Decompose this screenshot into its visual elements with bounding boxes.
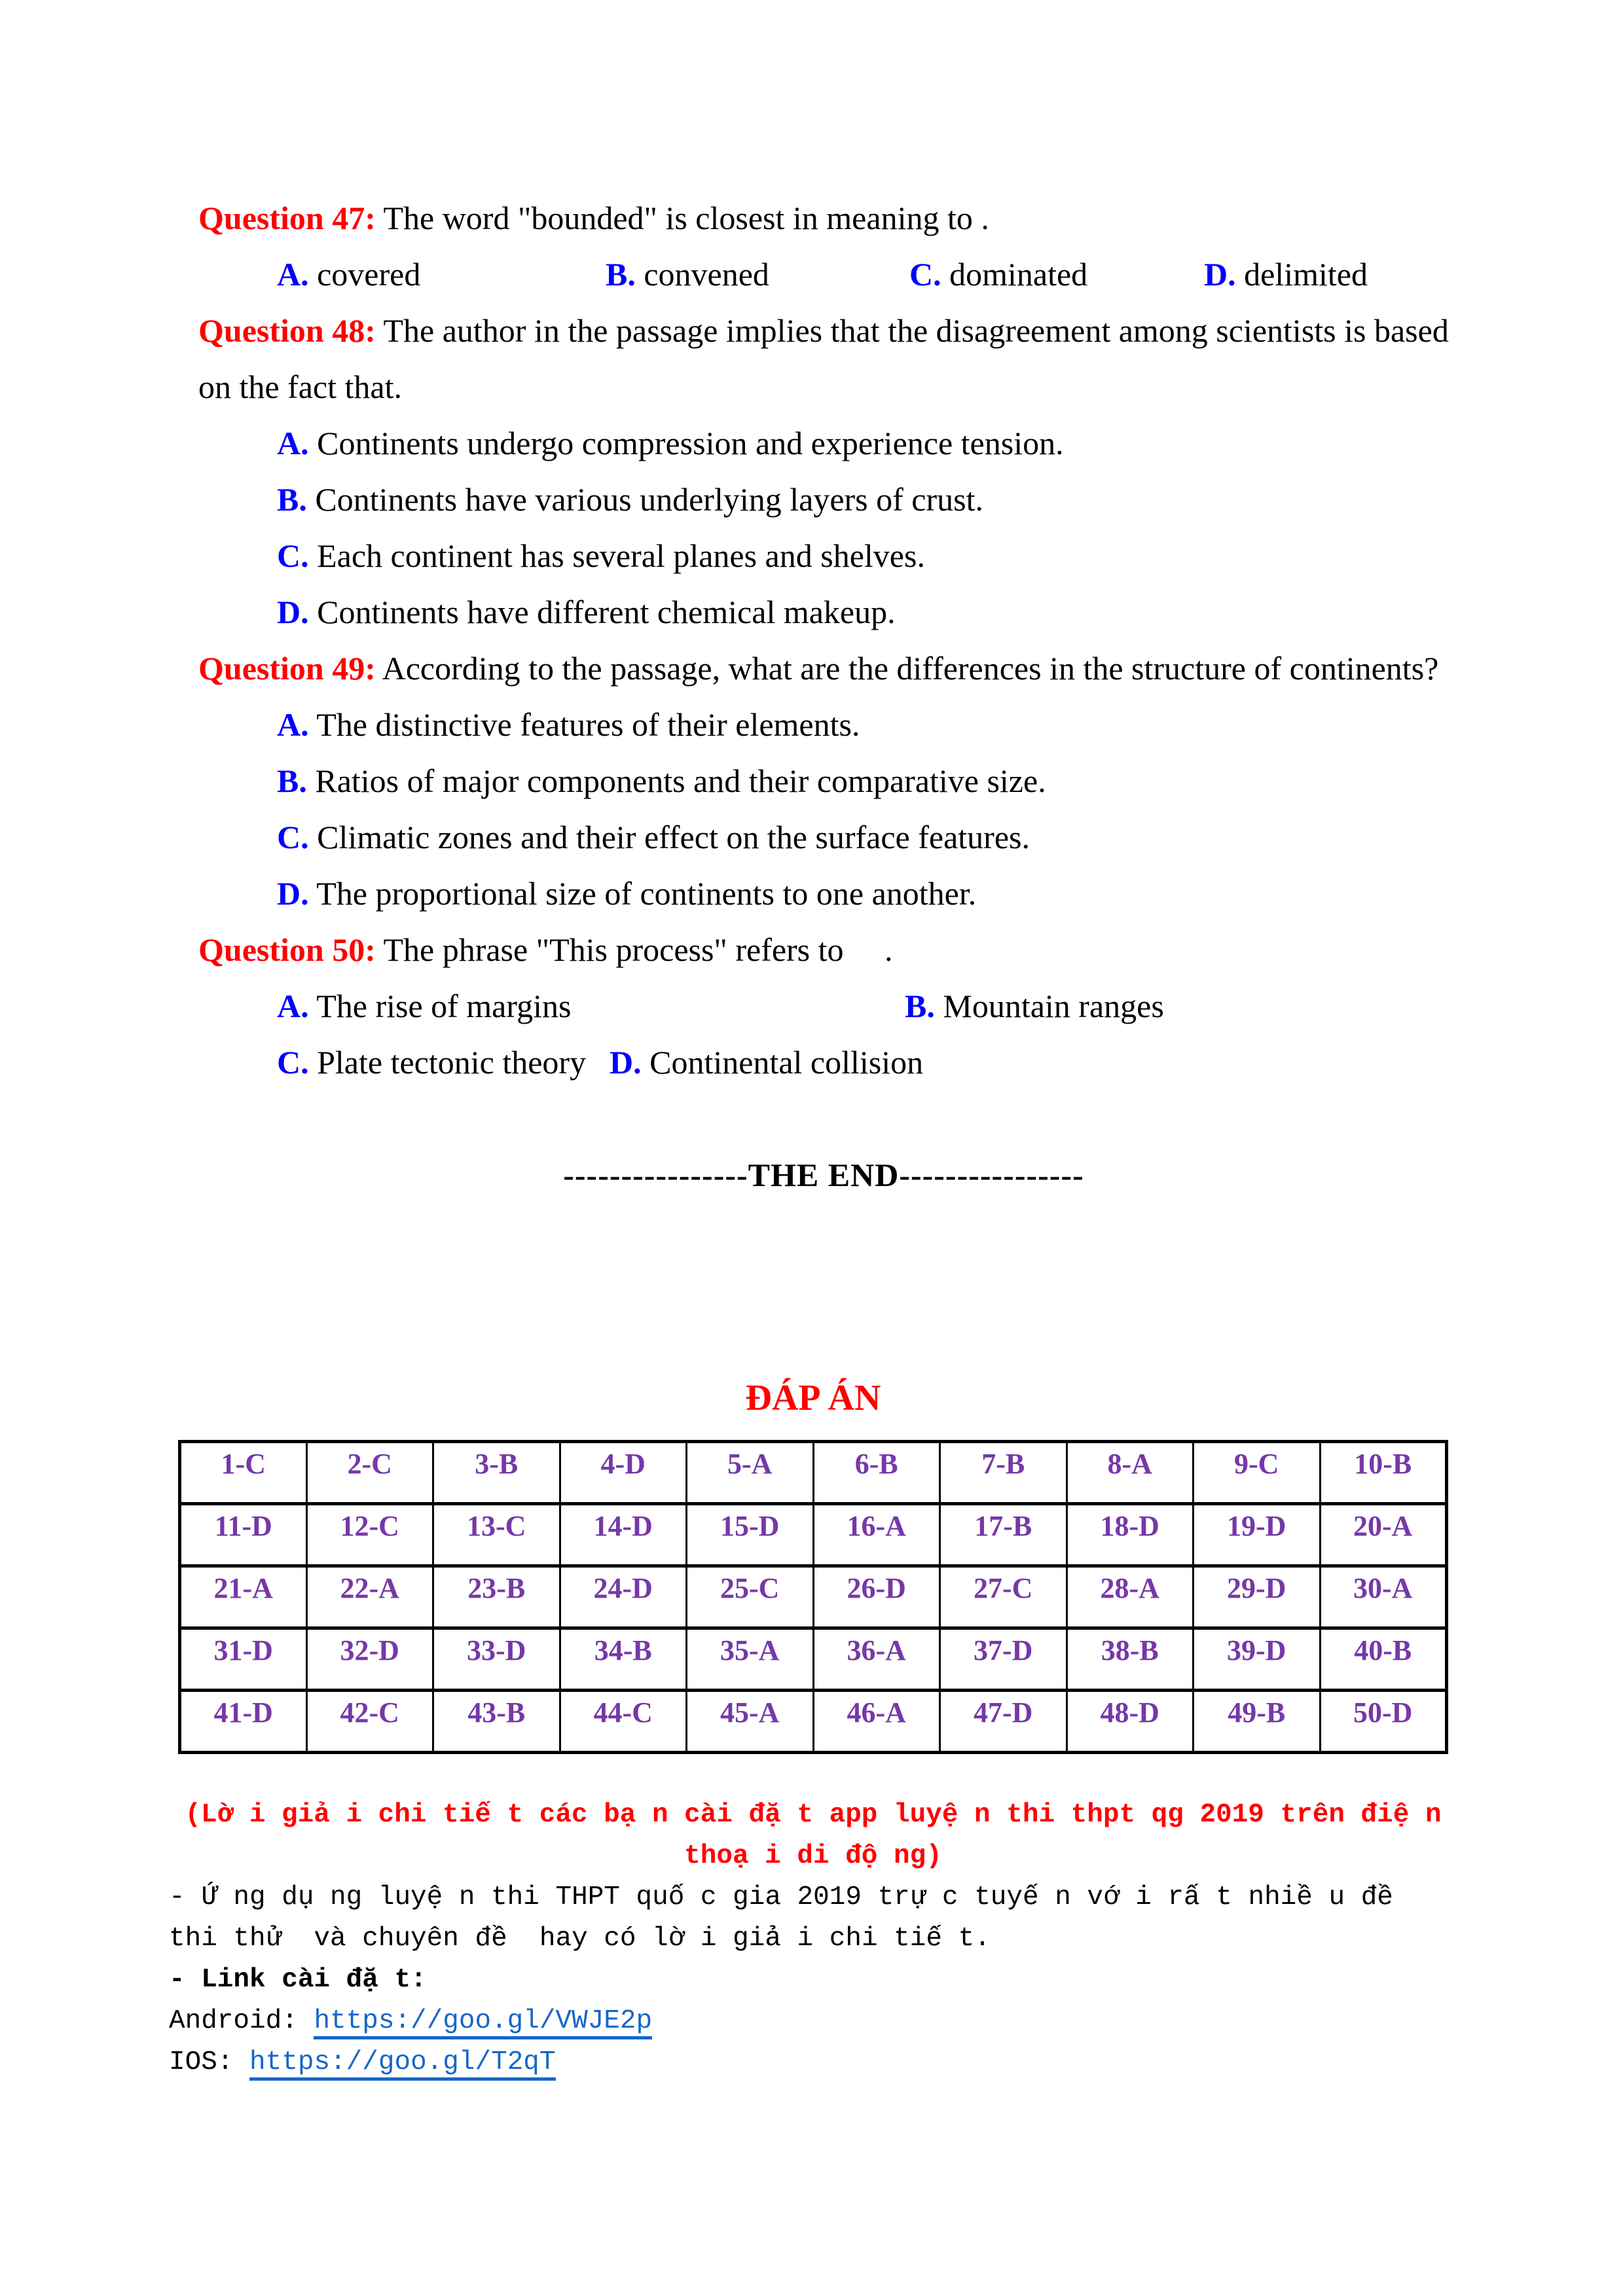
ios-label: IOS: — [169, 2047, 250, 2077]
answer-key-cell: 2-C — [306, 1442, 433, 1504]
answer-key-cell: 17-B — [940, 1504, 1067, 1566]
options-line — [198, 978, 1482, 1034]
option-text: The proportional size of continents to one another. — [308, 875, 977, 912]
question-text: The word "bounded" is closest in meaning to . — [375, 200, 989, 236]
answer-key-cell: 3-B — [433, 1442, 560, 1504]
answer-option — [277, 809, 1030, 865]
answer-key-cell: 28-A — [1067, 1566, 1194, 1628]
answer-key-title: ĐÁP ÁN — [745, 1378, 881, 1418]
options-line — [198, 471, 1482, 528]
answer-key-row — [180, 1566, 1447, 1628]
answer-option — [909, 246, 1087, 302]
ios-link-line — [169, 2042, 1457, 2083]
ios-link[interactable]: https://goo.gl/T2qT — [249, 2047, 555, 2081]
option-text: Plate tectonic theory — [308, 1044, 587, 1081]
question-label: Question 50: — [198, 931, 376, 968]
question-text: The phrase "This process" refers to . — [375, 931, 893, 968]
answer-key-cell: 37-D — [940, 1628, 1067, 1691]
answer-key-cell: 11-D — [180, 1504, 307, 1566]
answer-key-cell: 9-C — [1194, 1442, 1321, 1504]
answer-key-cell: 1-C — [180, 1442, 307, 1504]
answer-key-cell: 24-D — [560, 1566, 687, 1628]
answer-key-cell: 29-D — [1194, 1566, 1321, 1628]
option-text: Continents have various underlying layers of crust. — [306, 481, 983, 518]
answer-key-row — [180, 1628, 1447, 1691]
answer-key-cell: 44-C — [560, 1691, 687, 1753]
answer-key-cell: 40-B — [1320, 1628, 1447, 1691]
footer-heading-line1: (Lờ i giả i chi tiế t các bạ n cài đặ t app luyệ n thi thpt qg 2019 trên điệ n — [185, 1800, 1442, 1830]
option-text: The rise of margins — [308, 988, 572, 1024]
android-link-line — [169, 2001, 1457, 2042]
answer-key-table — [178, 1440, 1448, 1754]
questions-section — [198, 190, 1482, 1090]
options-line — [198, 865, 1482, 922]
answer-option — [277, 246, 420, 302]
option-letter: B. — [277, 481, 307, 518]
question-label: Question 48: — [198, 312, 376, 349]
answer-key-cell: 8-A — [1067, 1442, 1194, 1504]
answer-key-cell: 41-D — [180, 1691, 307, 1753]
answer-key-cell: 14-D — [560, 1504, 687, 1566]
answer-key-cell: 15-D — [687, 1504, 814, 1566]
option-text: Ratios of major components and their comparative size. — [306, 762, 1046, 799]
question-line — [198, 922, 1482, 978]
options-line — [198, 246, 1482, 302]
question-text: The author in the passage implies that the disagreement among scientists is based — [375, 312, 1449, 349]
option-letter: A. — [277, 256, 309, 293]
option-letter: A. — [277, 988, 309, 1024]
answer-option — [277, 753, 1046, 809]
answer-key-cell: 13-C — [433, 1504, 560, 1566]
answer-key-cell: 46-A — [813, 1691, 940, 1753]
option-letter: A. — [277, 425, 309, 461]
option-letter: B. — [905, 988, 935, 1024]
option-text: delimited — [1235, 256, 1368, 293]
answer-option — [277, 1034, 586, 1090]
answer-key-row — [180, 1691, 1447, 1753]
option-letter: C. — [277, 819, 309, 855]
answer-option — [277, 978, 571, 1034]
question-text-continuation — [198, 359, 1482, 415]
answer-key-cell: 7-B — [940, 1442, 1067, 1504]
answer-option — [1204, 246, 1368, 302]
answer-option — [277, 865, 976, 922]
answer-key-cell: 45-A — [687, 1691, 814, 1753]
option-letter: C. — [909, 256, 941, 293]
option-letter: D. — [277, 875, 309, 912]
options-line — [198, 528, 1482, 584]
answer-option — [277, 584, 896, 640]
option-letter: D. — [610, 1044, 642, 1081]
option-text: convened — [635, 256, 769, 293]
options-line — [198, 809, 1482, 865]
install-links-title: - Link cài đặ t: — [169, 1965, 427, 1995]
options-line — [198, 753, 1482, 809]
answer-key-cell: 22-A — [306, 1566, 433, 1628]
answer-key-cell: 31-D — [180, 1628, 307, 1691]
option-text: Mountain ranges — [934, 988, 1164, 1024]
answer-key-cell: 42-C — [306, 1691, 433, 1753]
answer-key-cell: 18-D — [1067, 1504, 1194, 1566]
options-line — [198, 584, 1482, 640]
answer-option — [277, 696, 860, 753]
answer-key-cell: 26-D — [813, 1566, 940, 1628]
footer-heading-line2: thoạ i di độ ng) — [684, 1841, 942, 1871]
answer-key-cell: 32-D — [306, 1628, 433, 1691]
answer-option — [277, 528, 925, 584]
option-text: covered — [308, 256, 421, 293]
option-letter: B. — [606, 256, 636, 293]
footer-section — [169, 1795, 1457, 2083]
options-line — [198, 415, 1482, 471]
answer-key-cell: 19-D — [1194, 1504, 1321, 1566]
question-line — [198, 190, 1482, 246]
option-text: Climatic zones and their effect on the surface features. — [308, 819, 1030, 855]
footer-paragraph-line2: thi thử và chuyên đề hay có lờ i giả i chi tiế t. — [169, 1924, 991, 1954]
answer-key-cell: 21-A — [180, 1566, 307, 1628]
android-label: Android: — [169, 2006, 314, 2036]
question-label: Question 49: — [198, 650, 376, 687]
answer-key-cell: 36-A — [813, 1628, 940, 1691]
answer-key-cell: 20-A — [1320, 1504, 1447, 1566]
option-text: Continental collision — [641, 1044, 924, 1081]
answer-key-cell: 16-A — [813, 1504, 940, 1566]
answer-key-cell: 35-A — [687, 1628, 814, 1691]
answer-key-cell: 10-B — [1320, 1442, 1447, 1504]
option-letter: D. — [277, 594, 309, 630]
answer-key-cell: 30-A — [1320, 1566, 1447, 1628]
answer-option — [277, 471, 983, 528]
answer-key-cell: 5-A — [687, 1442, 814, 1504]
option-letter: C. — [277, 537, 309, 574]
option-letter: C. — [277, 1044, 309, 1081]
option-letter: D. — [1204, 256, 1236, 293]
answer-key-row — [180, 1442, 1447, 1504]
option-text: Each continent has several planes and shelves. — [308, 537, 925, 574]
question-line — [198, 302, 1482, 359]
answer-key-cell: 39-D — [1194, 1628, 1321, 1691]
answer-key-cell: 49-B — [1194, 1691, 1321, 1753]
question-text: on the fact that. — [198, 368, 402, 405]
option-text: Continents have different chemical makeup. — [308, 594, 896, 630]
answer-key-cell: 48-D — [1067, 1691, 1194, 1753]
footer-paragraph-line1: - Ứ ng dụ ng luyệ n thi THPT quố c gia 2019 trự c tuyế n vớ i rấ t nhiề u đề — [169, 1882, 1393, 1912]
option-letter: B. — [277, 762, 307, 799]
answer-key-cell: 23-B — [433, 1566, 560, 1628]
options-line — [198, 696, 1482, 753]
answer-key-cell: 12-C — [306, 1504, 433, 1566]
answer-key-cell: 4-D — [560, 1442, 687, 1504]
answer-key-cell: 25-C — [687, 1566, 814, 1628]
answer-option — [905, 978, 1164, 1034]
android-link[interactable]: https://goo.gl/VWJE2p — [314, 2006, 652, 2039]
answer-key-cell: 43-B — [433, 1691, 560, 1753]
options-line — [198, 1034, 1482, 1090]
option-text: dominated — [941, 256, 1088, 293]
answer-key-cell: 50-D — [1320, 1691, 1447, 1753]
answer-option — [610, 1034, 923, 1090]
answer-key-cell: 33-D — [433, 1628, 560, 1691]
option-letter: A. — [277, 706, 309, 743]
answer-option — [277, 415, 1064, 471]
answer-key-cell: 38-B — [1067, 1628, 1194, 1691]
option-text: The distinctive features of their elements. — [308, 706, 860, 743]
question-line — [198, 640, 1482, 696]
answer-key-cell: 6-B — [813, 1442, 940, 1504]
answer-key-row — [180, 1504, 1447, 1566]
answer-key-cell: 47-D — [940, 1691, 1067, 1753]
question-text: According to the passage, what are the differences in the structure of continents? — [375, 650, 1439, 687]
question-label: Question 47: — [198, 200, 376, 236]
answer-key-cell: 27-C — [940, 1566, 1067, 1628]
answer-option — [606, 246, 769, 302]
option-text: Continents undergo compression and experience tension. — [308, 425, 1064, 461]
answer-key-cell: 34-B — [560, 1628, 687, 1691]
the-end-divider: ----------------THE END---------------- — [563, 1157, 1084, 1193]
